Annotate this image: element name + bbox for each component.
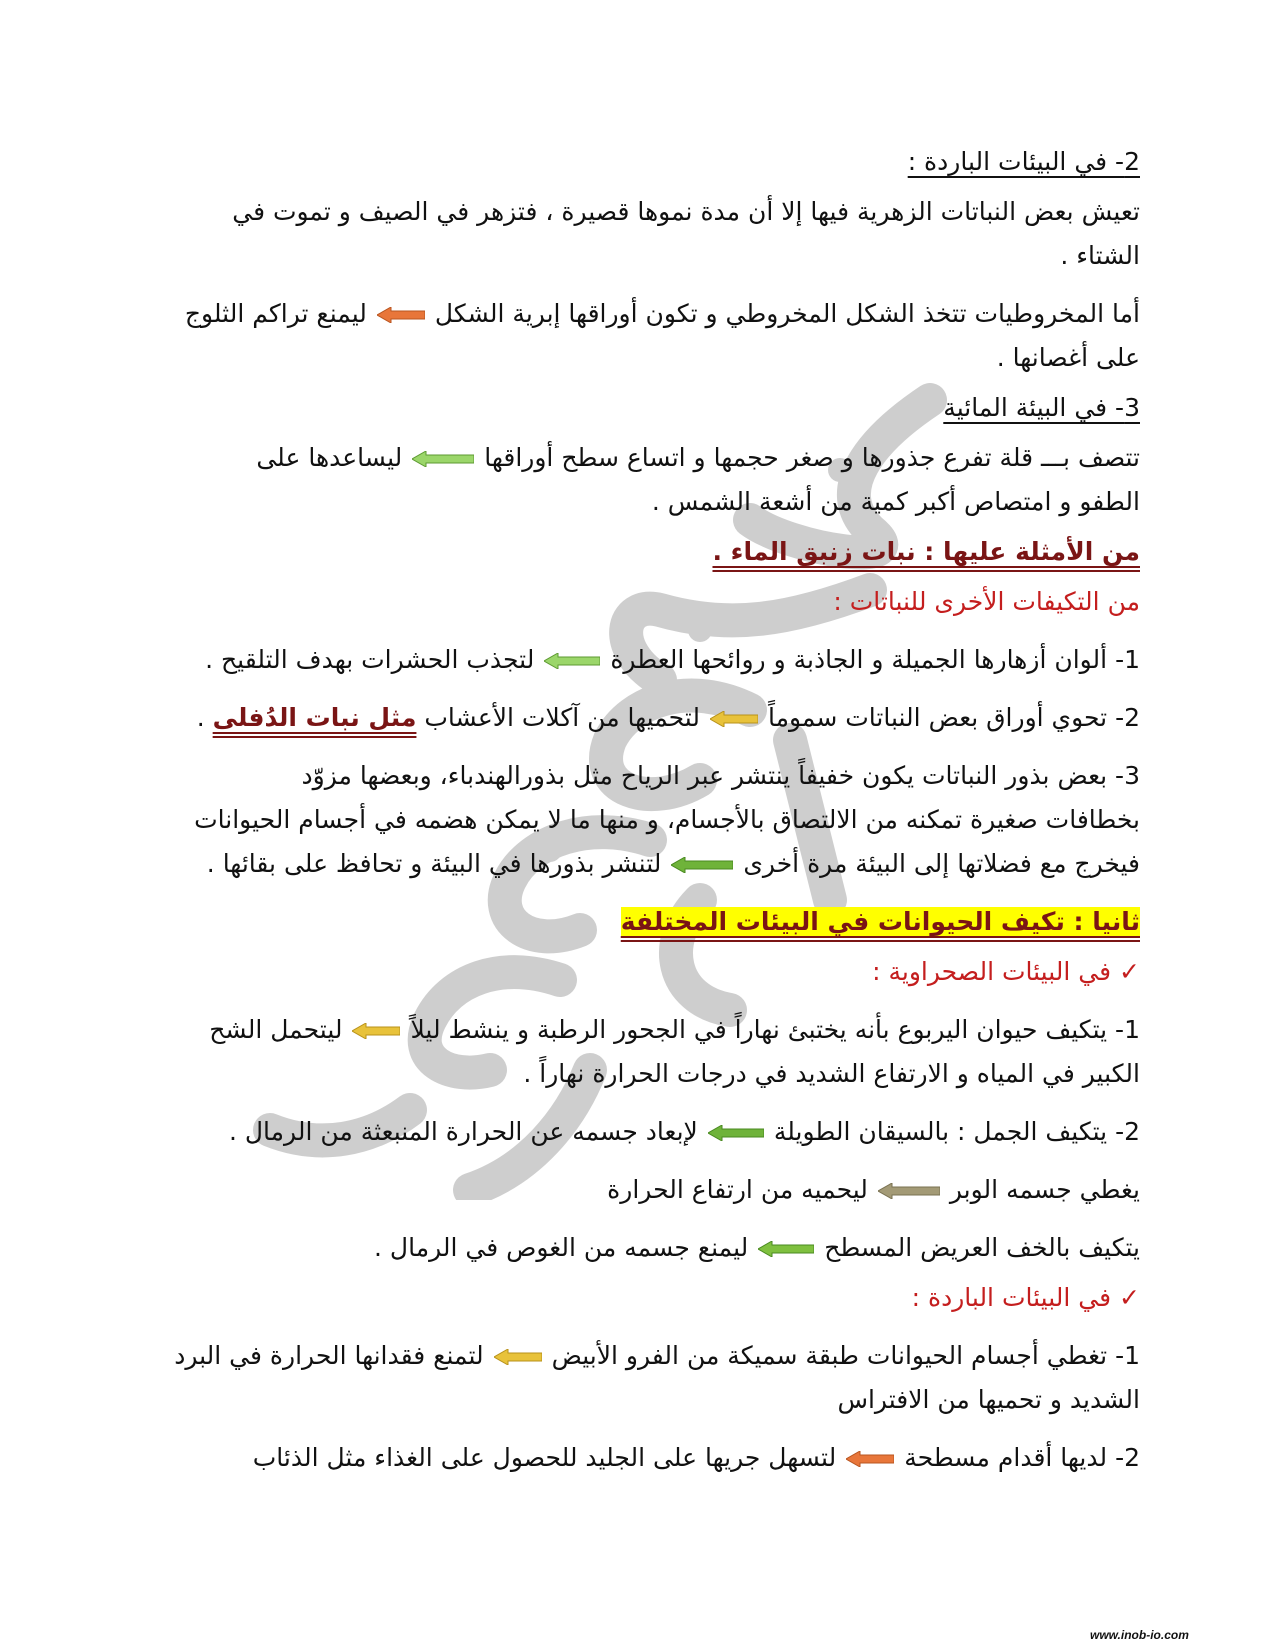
section-heading-animals	[150, 900, 1140, 944]
footer-url: www.inob-io.com	[1090, 1628, 1189, 1642]
text-line	[150, 1226, 1140, 1270]
text-segment: 1- تغطي أجسام الحيوانات طبقة سميكة من الفرو الأبيض	[551, 1341, 1140, 1370]
list-item: 3- بعض بذور النباتات يكون خفيفاً ينتشر عبر الرياح مثل بذورالهندباء، وبعضها مزوّد	[301, 761, 1140, 790]
heading-text: في البيئات الباردة :	[911, 1283, 1112, 1312]
text-segment: 2- يتكيف الجمل : بالسيقان الطويلة	[773, 1117, 1140, 1146]
section-heading-cold-plants: 2- في البيئات الباردة :	[907, 147, 1140, 176]
green-arrow-icon	[671, 857, 733, 873]
text-line: تعيش بعض النباتات الزهرية فيها إلا أن مدة نموها قصيرة ، فتزهر في الصيف و تموت في	[232, 197, 1140, 226]
text-line: بخطافات صغيرة تمكنه من الالتصاق بالأجسام، و منها ما لا يمكن هضمه في أجسام الحيوانات	[194, 805, 1140, 834]
text-segment: ليمنع جسمه من الغوص في الرمال .	[374, 1233, 749, 1262]
text-line: الكبير في المياه و الارتفاع الشديد في درجات الحرارة نهاراً .	[523, 1059, 1140, 1088]
tan-arrow-icon	[878, 1183, 940, 1199]
text-segment: 1- يتكيف حيوان اليربوع بأنه يختبئ نهاراً في الجحور الرطبة و ينشط ليلاً	[410, 1015, 1140, 1044]
text-segment: لتمنع فقدانها الحرارة في البرد	[174, 1341, 484, 1370]
list-item	[150, 696, 1140, 740]
text-segment: 2- لديها أقدام مسطحة	[904, 1443, 1140, 1472]
text-segment: ليمنع تراكم الثلوج	[184, 299, 367, 328]
text-line	[150, 292, 1140, 336]
list-item	[150, 1334, 1140, 1378]
yellow-arrow-icon	[710, 711, 758, 727]
list-item	[150, 1436, 1140, 1480]
subheading-desert	[150, 950, 1140, 994]
orange-arrow-icon	[846, 1451, 894, 1467]
checkmark-icon: ✓	[1119, 1283, 1140, 1312]
text-segment: 2- تحوي أوراق بعض النباتات سموماً	[767, 703, 1140, 732]
text-line: على أغصانها .	[996, 343, 1140, 372]
example-line: من الأمثلة عليها : نبات زنبق الماء .	[712, 537, 1140, 566]
text-line: الشديد و تحميها من الافتراس	[837, 1385, 1140, 1414]
text-segment: لإبعاد جسمه عن الحرارة المنبعثة من الرمال .	[228, 1117, 698, 1146]
orange-arrow-icon	[377, 307, 425, 323]
text-segment: ليتحمل الشح	[209, 1015, 343, 1044]
text-segment: لتسهل جريها على الجليد للحصول على الغذاء مثل الذئاب	[252, 1443, 837, 1472]
green-arrow-icon	[758, 1241, 814, 1257]
subheading-cold-animals	[150, 1276, 1140, 1320]
oleander-example: مثل نبات الدُفلى	[212, 703, 417, 732]
text-line: الطفو و امتصاص أكبر كمية من أشعة الشمس .	[651, 487, 1140, 516]
text-segment: تتصف بـــ قلة تفرع جذورها و صغر حجمها و اتساع سطح أوراقها	[484, 443, 1140, 472]
checkmark-icon: ✓	[1119, 957, 1140, 986]
green-arrow-icon	[544, 653, 600, 669]
heading-text: في البيئات الصحراوية :	[872, 957, 1112, 986]
section-heading-aquatic: 3- في البيئة المائية	[943, 393, 1140, 422]
list-item	[150, 638, 1140, 682]
yellow-arrow-icon	[494, 1349, 542, 1365]
green-arrow-icon	[412, 451, 474, 467]
text-segment: لتحميها من آكلات الأعشاب	[424, 703, 700, 732]
heading-text: ثانيا : تكيف الحيوانات في البيئات المختلفة	[620, 907, 1140, 936]
text-segment: يغطي جسمه الوبر	[949, 1175, 1140, 1204]
text-segment: ليساعدها على	[256, 443, 403, 472]
section-heading-other: من التكيفات الأخرى للنباتات :	[833, 587, 1140, 616]
document-page	[150, 140, 1140, 1480]
text-segment: لتجذب الحشرات بهدف التلقيح .	[205, 645, 535, 674]
text-segment: 1- ألوان أزهارها الجميلة و الجاذبة و روائحها العطرة	[610, 645, 1140, 674]
yellow-arrow-icon	[352, 1023, 400, 1039]
text-segment: لتنشر بذورها في البيئة و تحافظ على بقائها .	[206, 849, 662, 878]
text-segment: فيخرج مع فضلاتها إلى البيئة مرة أخرى	[743, 849, 1140, 878]
green-arrow-icon	[708, 1125, 764, 1141]
text-line	[150, 436, 1140, 480]
text-line	[150, 842, 1140, 886]
list-item	[150, 1110, 1140, 1154]
text-segment: أما المخروطيات تتخذ الشكل المخروطي و تكون أوراقها إبرية الشكل	[434, 299, 1140, 328]
text-segment: .	[196, 703, 213, 732]
text-line	[150, 1168, 1140, 1212]
text-segment: ليحميه من ارتفاع الحرارة	[607, 1175, 868, 1204]
list-item	[150, 1008, 1140, 1052]
text-line: الشتاء .	[1060, 241, 1140, 270]
text-segment: يتكيف بالخف العريض المسطح	[824, 1233, 1140, 1262]
